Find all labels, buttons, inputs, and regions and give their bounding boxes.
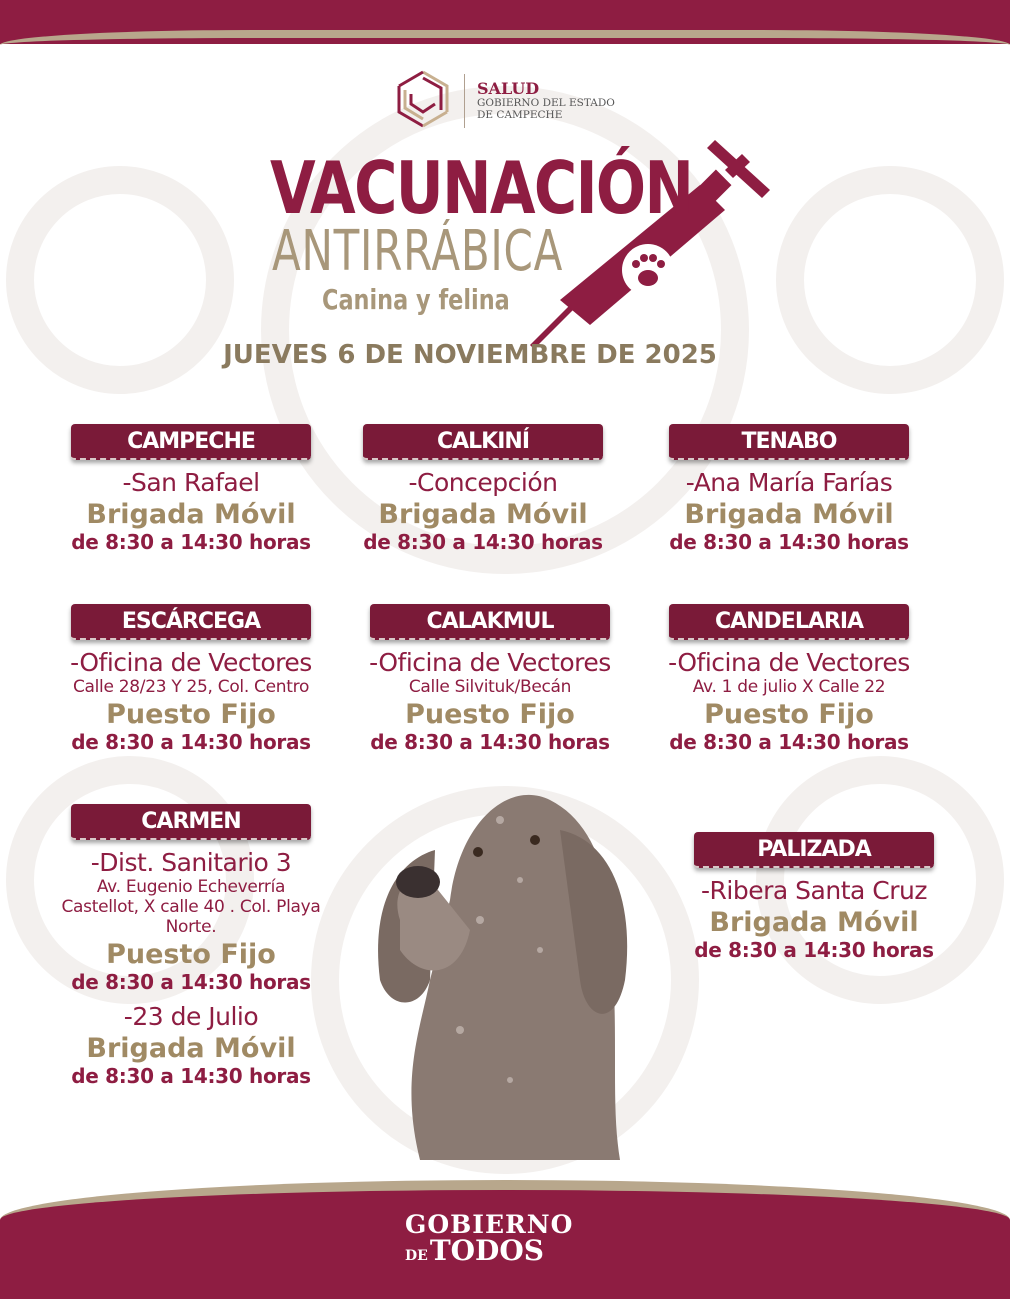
hours: de 8:30 a 14:30 horas [363,530,603,554]
place: -Oficina de Vectores [668,648,910,677]
gobierno-de-todos-logo [405,1212,573,1269]
salud-logo-icon [393,68,453,130]
place: -Dist. Sanitario 3 [90,848,292,877]
title-species: Canina y felina [322,283,510,316]
hours: de 8:30 a 14:30 horas [370,730,610,754]
place: -Concepción [408,468,558,497]
address: Av. Eugenio Echeverría Castellot, X calle 40 . Col. Playa Norte. [61,877,321,937]
hours: de 8:30 a 14:30 horas [71,530,311,554]
address: Av. 1 de julio X Calle 22 [692,677,886,697]
location-calkini [333,424,633,554]
location-candelaria [639,604,939,754]
service-type: Puesto Fijo [405,699,575,730]
location-campeche [41,424,341,554]
hours: de 8:30 a 14:30 horas [694,938,934,962]
municipality-label: CALKINÍ [363,424,603,460]
municipality-label: TENABO [669,424,909,460]
municipality-label: CANDELARIA [669,604,909,640]
title-main: VACUNACIÓN [270,146,693,230]
location-tenabo [639,424,939,554]
municipality-label: PALIZADA [694,832,934,868]
municipality-label: ESCÁRCEGA [71,604,311,640]
address: Calle Silvituk/Becán [408,677,572,697]
footer-de: DE [405,1248,428,1264]
logo-line2: DE CAMPECHE [477,109,563,121]
place: -Oficina de Vectores [369,648,611,677]
place: -San Rafael [122,468,260,497]
location-carmen [41,804,341,1088]
municipality-label: CALAKMUL [370,604,610,640]
location-escarcega [41,604,341,754]
service-type: Puesto Fijo [106,939,276,970]
location-calakmul [340,604,640,754]
dog-photo [360,780,635,1160]
service-type: Puesto Fijo [704,699,874,730]
location-palizada [664,832,964,962]
title-sub: ANTIRRÁBICA [272,219,564,284]
event-date: JUEVES 6 DE NOVIEMBRE DE 2025 [223,340,717,370]
footer-line1: GOBIERNO [405,1210,574,1239]
hours: de 8:30 a 14:30 horas [669,530,909,554]
service-type: Brigada Móvil [684,499,894,530]
place: -Ana María Farías [685,468,893,497]
service-type: Puesto Fijo [106,699,276,730]
hours: de 8:30 a 14:30 horas [669,730,909,754]
place-2: -23 de Julio [123,1002,259,1031]
logo-government [477,97,637,121]
hours: de 8:30 a 14:30 horas [71,730,311,754]
hours-2: de 8:30 a 14:30 horas [71,1064,311,1088]
service-type: Brigada Móvil [709,907,919,938]
top-stripe [0,30,1010,60]
place: -Oficina de Vectores [70,648,312,677]
service-type: Brigada Móvil [86,499,296,530]
service-type: Brigada Móvil [378,499,588,530]
logo-divider [464,74,465,128]
logo-line1: GOBIERNO DEL ESTADO [477,97,615,109]
municipality-label: CARMEN [71,804,311,840]
address: Calle 28/23 Y 25, Col. Centro [72,677,310,697]
service-type-2: Brigada Móvil [86,1033,296,1064]
place: -Ribera Santa Cruz [701,876,927,905]
footer-line2: TODOS [429,1234,544,1267]
logo-salud: SALUD [477,79,540,98]
hours: de 8:30 a 14:30 horas [71,970,311,994]
municipality-label: CAMPECHE [71,424,311,460]
